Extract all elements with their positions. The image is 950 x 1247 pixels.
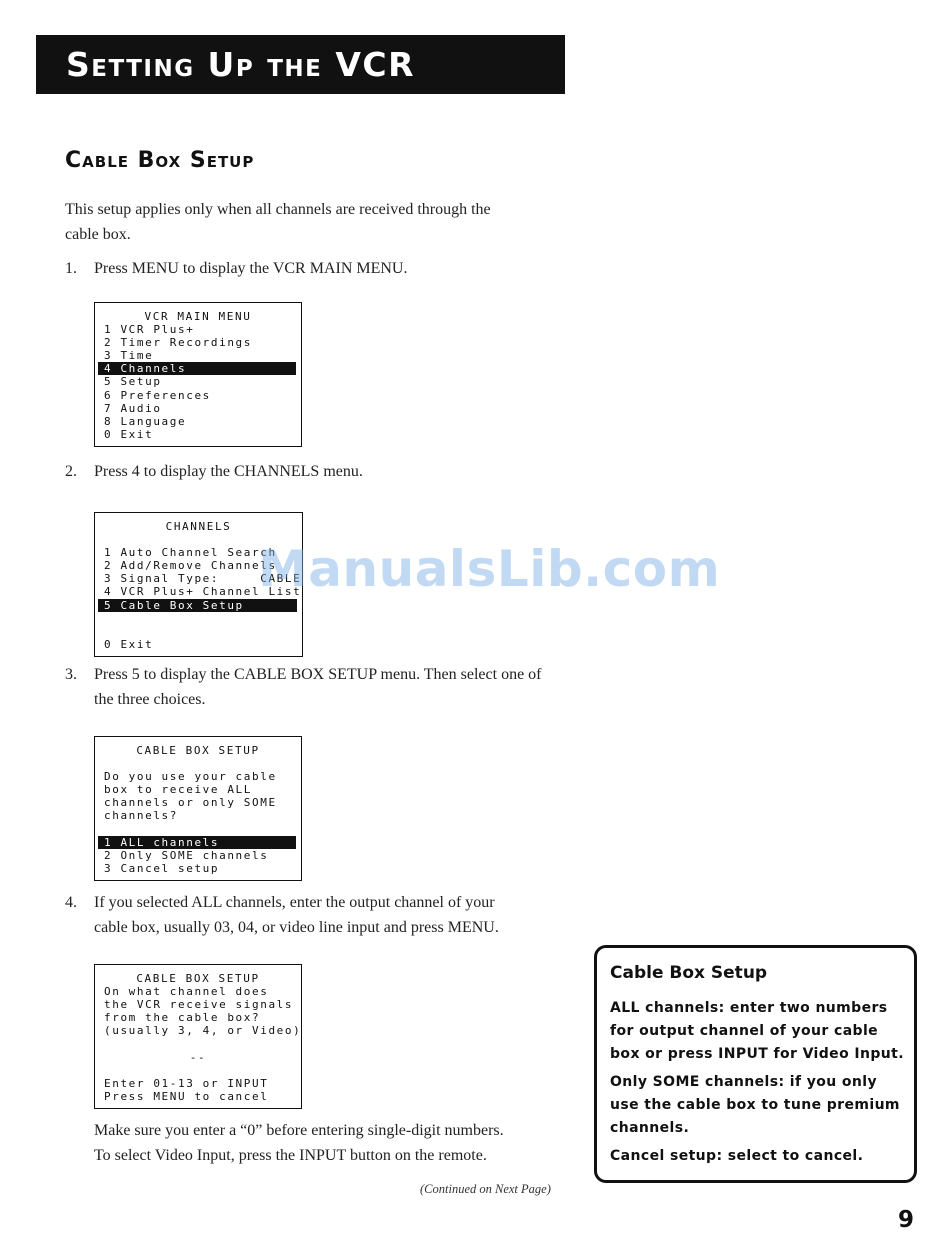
menu-item: 2 Only SOME channels <box>104 849 269 862</box>
step-4 <box>65 890 575 940</box>
menu-item-highlighted: 5 Cable Box Setup <box>98 599 297 612</box>
continued-note: (Continued on Next Page) <box>420 1182 551 1196</box>
screen-text: Enter 01-13 or INPUT <box>104 1077 269 1090</box>
watermark: ManualsLib.com <box>258 540 721 598</box>
menu-item: 7 Audio <box>104 402 162 415</box>
screen-text: the VCR receive signals <box>104 998 294 1011</box>
screen-text: box to receive ALL <box>104 783 253 796</box>
menu-item: 5 Setup <box>104 375 162 388</box>
step-2 <box>65 459 575 484</box>
screen-text: from the cable box? <box>104 1011 261 1024</box>
menu-item: 3 Cancel setup <box>104 862 220 875</box>
menu-item: 2 Timer Recordings <box>104 336 253 349</box>
step-line: If you selected ALL channels, enter the output channel of your <box>94 894 495 911</box>
step-line: the three choices. <box>94 691 206 708</box>
page-number: 9 <box>898 1207 915 1233</box>
step-text: Press MENU to display the VCR MAIN MENU. <box>94 260 408 277</box>
screen-text: (usually 3, 4, or Video) <box>104 1024 302 1037</box>
screen-text: channels? <box>104 809 179 822</box>
menu-item: 8 Language <box>104 415 187 428</box>
menu-item: 6 Preferences <box>104 389 211 402</box>
step-text <box>94 890 574 940</box>
channel-entry-field: -- <box>189 1051 207 1064</box>
screen-text: Do you use your cable <box>104 770 277 783</box>
step-3 <box>65 662 575 712</box>
screen-title: VCR MAIN MENU <box>144 310 252 323</box>
sidebar-note-cancel: Cancel setup: select to cancel. <box>610 1148 864 1164</box>
menu-item: 1 Auto Channel Search <box>104 546 277 559</box>
step-text <box>94 662 574 712</box>
menu-item: 0 Exit <box>104 428 154 441</box>
page-header <box>36 35 565 94</box>
menu-item: 2 Add/Remove Channels <box>104 559 277 572</box>
screen-text: On what channel does <box>104 985 269 998</box>
menu-item: 3 Time <box>104 349 154 362</box>
page-header-title: Setting Up the VCR <box>66 45 416 84</box>
step-line: cable box, usually 03, 04, or video line input and press MENU. <box>94 919 499 936</box>
note-line: Make sure you enter a “0” before entering single-digit numbers. <box>94 1122 504 1139</box>
menu-item-highlighted: 1 ALL channels <box>98 836 296 849</box>
step-text: Press 4 to display the CHANNELS menu. <box>94 463 363 480</box>
screen-text: channels or only SOME <box>104 796 277 809</box>
step-line: Press 5 to display the CABLE BOX SETUP menu. Then select one of <box>94 666 542 683</box>
menu-item: 3 Signal Type: CABLE <box>104 572 302 585</box>
sidebar-note-some: Only SOME channels: if you only use the cable box to tune premium channels. <box>610 1074 900 1136</box>
step-number: 1. <box>65 260 77 277</box>
screen-title: CABLE BOX SETUP <box>136 972 260 985</box>
menu-item-highlighted: 4 Channels <box>98 362 296 375</box>
screen-cable-box-channel <box>94 964 302 1109</box>
note-line: To select Video Input, press the INPUT button on the remote. <box>94 1147 487 1164</box>
menu-item: 0 Exit <box>104 638 154 651</box>
sidebar-note-box <box>594 945 917 1183</box>
screen-cable-box-setup <box>94 736 302 881</box>
intro-line: cable box. <box>65 226 131 243</box>
intro-paragraph <box>65 197 565 247</box>
screen-main-menu <box>94 302 302 447</box>
menu-item: 1 VCR Plus+ <box>104 323 195 336</box>
sidebar-note-all: ALL channels: enter two numbers for output channel of your cable box or press INPUT for Video Input. <box>610 1000 904 1062</box>
step-number: 4. <box>65 894 77 911</box>
step-number: 3. <box>65 666 77 683</box>
menu-item: 4 VCR Plus+ Channel List <box>104 585 302 598</box>
step-1 <box>65 256 575 281</box>
screen-title: CABLE BOX SETUP <box>136 744 260 757</box>
screen-text: Press MENU to cancel <box>104 1090 269 1103</box>
after-note <box>94 1118 564 1168</box>
screen-title: CHANNELS <box>165 520 232 533</box>
step-number: 2. <box>65 463 77 480</box>
intro-line: This setup applies only when all channels are received through the <box>65 201 491 218</box>
section-title: Cable Box Setup <box>65 148 255 173</box>
sidebar-note-title: Cable Box Setup <box>610 963 768 983</box>
